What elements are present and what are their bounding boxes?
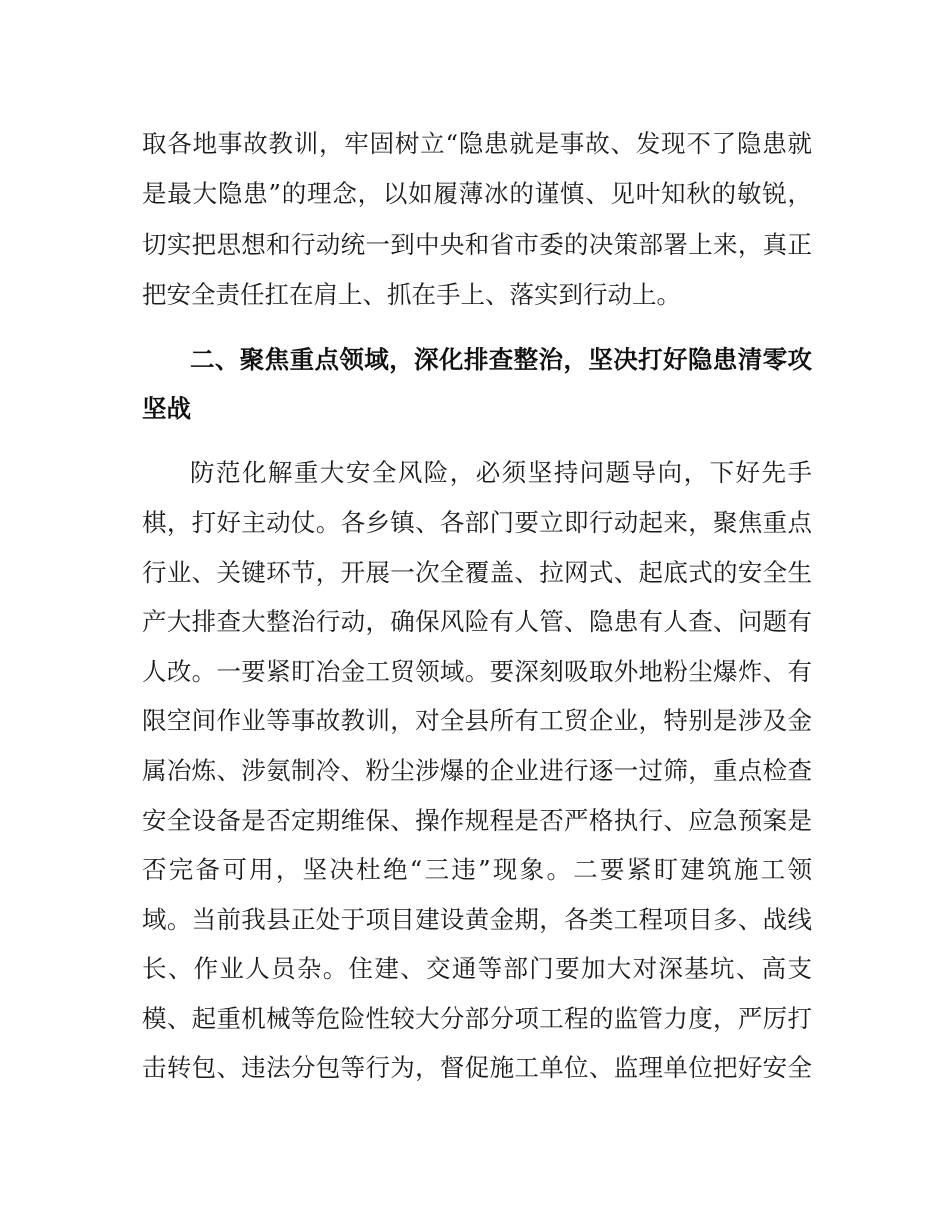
paragraph-2-line: 人改。一要紧盯冶金工贸领域。要深刻吸取外地粉尘爆炸、有 bbox=[142, 657, 812, 686]
paragraph-2-line: 击转包、违法分包等行为，督促施工单位、监理单位把好安全 bbox=[142, 1053, 812, 1082]
section-heading: 二、聚焦重点领域，深化排查整治，坚决打好隐患清零攻 bbox=[190, 345, 812, 374]
paragraph-2-line: 域。当前我县正处于项目建设黄金期，各类工程项目多、战线 bbox=[142, 905, 812, 934]
paragraph-1-line: 切实把思想和行动统一到中央和省市委的决策部署上来，真正 bbox=[142, 230, 812, 259]
paragraph-2-line: 模、起重机械等危险性较大分部分项工程的监管力度，严厉打 bbox=[142, 1004, 812, 1033]
paragraph-2-line: 安全设备是否定期维保、操作规程是否严格执行、应急预案是 bbox=[142, 806, 812, 835]
paragraph-1-line: 是最大隐患”的理念，以如履薄冰的谨慎、见叶知秋的敏锐， bbox=[142, 179, 812, 208]
paragraph-2-line: 行业、关键环节，开展一次全覆盖、拉网式、起底式的安全生 bbox=[142, 558, 812, 587]
paragraph-2-line: 限空间作业等事故教训，对全县所有工贸企业，特别是涉及金 bbox=[142, 706, 812, 735]
paragraph-2-line: 防范化解重大安全风险，必须坚持问题导向，下好先手 bbox=[190, 458, 812, 487]
paragraph-2-line: 否完备可用，坚决杜绝“三违”现象。二要紧盯建筑施工领 bbox=[142, 855, 812, 884]
paragraph-2-line: 属冶炼、涉氨制冷、粉尘涉爆的企业进行逐一过筛，重点检查 bbox=[142, 756, 812, 785]
paragraph-2-line: 产大排查大整治行动，确保风险有人管、隐患有人查、问题有 bbox=[142, 607, 812, 636]
paragraph-1-line: 取各地事故教训，牢固树立“隐患就是事故、发现不了隐患就 bbox=[142, 129, 812, 158]
section-heading: 坚战 bbox=[142, 394, 191, 423]
paragraph-2-line: 长、作业人员杂。住建、交通等部门要加大对深基坑、高支 bbox=[142, 954, 812, 983]
paragraph-2-line: 棋，打好主动仗。各乡镇、各部门要立即行动起来，聚焦重点 bbox=[142, 508, 812, 537]
paragraph-1-line: 把安全责任扛在肩上、抓在手上、落实到行动上。 bbox=[142, 280, 681, 309]
